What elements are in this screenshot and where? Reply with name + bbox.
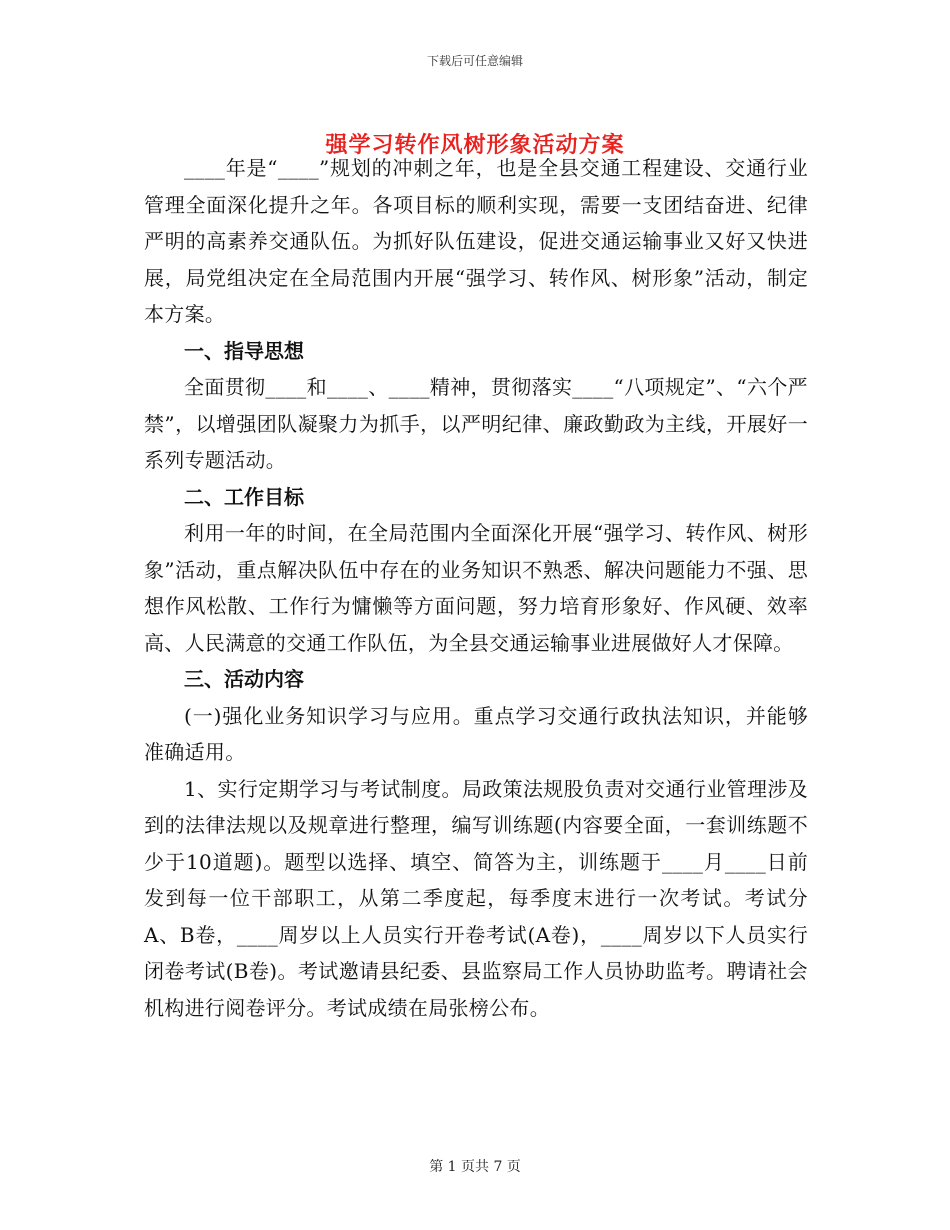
section-paragraph: 1、实行定期学习与考试制度。局政策法规股负责对交通行业管理涉及到的法律法规以及规章进行整理，编写训练题(内容要全面，一套训练题不少于10道题)。题型以选择、填空、简答为主，训练题于____月____日前发到每一位干部职工，从第二季度起，每季度末进行一次考试。考试分A、B卷，____周岁以上人员实行开卷考试(A卷)，____周岁以下人员实行闭卷考试(B卷)。考试邀请县纪委、县监察局工作人员协助监考。聘请社会机构进行阅卷评分。考试成绩在局张榜公布。: [144, 776, 808, 1020]
section-heading-work-goals: 二、工作目标: [184, 484, 304, 509]
section-heading-guiding-ideology: 一、指导思想: [184, 338, 304, 363]
document-title: 强学习转作风树形象活动方案: [325, 131, 625, 158]
page-header-note: 下载后可任意编辑: [426, 54, 523, 68]
section-paragraph: 全面贯彻____和____、____精神，贯彻落实____“八项规定”、“六个严禁”，以增强团队凝聚力为抓手，以严明纪律、廉政勤政为主线，开展好一系列专题活动。: [144, 375, 808, 472]
document-body: [144, 150, 808, 1026]
section-paragraph: (一)强化业务知识学习与应用。重点学习交通行政执法知识，并能够准确适用。: [144, 703, 808, 764]
section-heading-activity-content: 三、活动内容: [184, 667, 304, 691]
section-paragraph: 利用一年的时间，在全局范围内全面深化开展“强学习、转作风、树形象”活动，重点解决队伍中存在的业务知识不熟悉、解决问题能力不强、思想作风松散、工作行为慵懒等方面问题，努力培育形象好、作风硬、效率高、人民满意的交通工作队伍，为全县交通运输事业进展做好人才保障。: [144, 521, 808, 655]
intro-paragraph: ____年是“____”规划的冲刺之年，也是全县交通工程建设、交通行业管理全面深化提升之年。各项目标的顺利实现，需要一支团结奋进、纪律严明的高素养交通队伍。为抓好队伍建设，促进交通运输事业又好又快进展，局党组决定在全局范围内开展“强学习、转作风、树形象”活动，制定本方案。: [144, 156, 808, 326]
page-number-footer: 第 1 页共 7 页: [429, 1159, 521, 1175]
